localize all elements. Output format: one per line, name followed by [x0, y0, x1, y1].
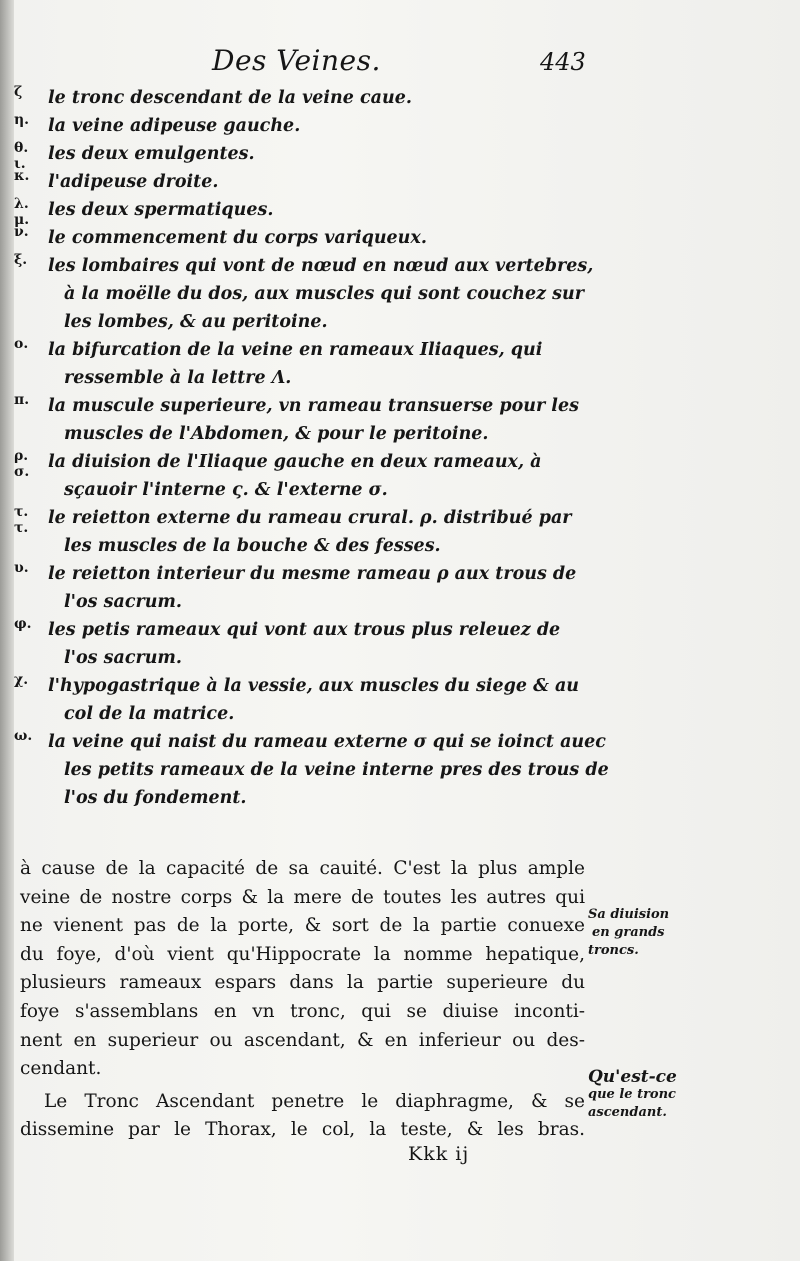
body-line: ne vienent pas de la porte, & sort de la partie conuexe — [20, 915, 585, 937]
legend-marker: κ. — [14, 168, 30, 184]
legend-line: l'os sacrum. — [64, 648, 183, 668]
body-line: plusieurs rameaux espars dans la partie superieure du — [20, 972, 585, 994]
margin-note-division — [588, 906, 698, 960]
catchword-signature: Kkk ij — [408, 1143, 470, 1165]
legend-line: la bifurcation de la veine en rameaux Iliaques, qui — [48, 340, 543, 360]
legend-entry — [14, 448, 597, 504]
legend-entry — [14, 392, 597, 448]
legend-line: les muscles de la bouche & des fesses. — [64, 536, 441, 556]
legend-line: sçauoir l'interne ς. & l'externe σ. — [64, 480, 388, 500]
body-line: dissemine par le Thorax, le col, la teste, & les bras. — [20, 1119, 585, 1141]
legend-entry — [14, 252, 597, 336]
legend-marker: ξ. — [14, 252, 28, 268]
legend-entry — [14, 84, 597, 112]
legend-entry — [14, 196, 597, 228]
margin-note-line: en grands — [592, 925, 665, 940]
legend-line: l'adipeuse droite. — [48, 172, 219, 192]
legend-marker: ν. — [14, 224, 29, 240]
figure-legend — [14, 84, 609, 812]
legend-line: les petits rameaux de la veine interne pres des trous de — [64, 760, 609, 780]
legend-line: les petis rameaux qui vont aux trous plus releuez de — [48, 620, 561, 640]
legend-marker: τ. τ. — [14, 504, 29, 536]
legend-entry — [14, 616, 597, 672]
legend-marker: ο. — [14, 336, 29, 352]
legend-line: à la moëlle du dos, aux muscles qui sont couchez sur — [64, 284, 584, 304]
body-line: foye s'assemblans en vn tronc, qui se diuise inconti- — [20, 1000, 585, 1022]
legend-marker: υ. — [14, 560, 29, 576]
legend-entry — [14, 672, 597, 728]
legend-marker: φ. — [14, 616, 32, 632]
margin-note-line: que le tronc — [588, 1087, 676, 1102]
body-line: veine de nostre corps & la mere de toutes les autres qui — [20, 886, 585, 908]
legend-entry — [14, 728, 609, 812]
legend-entry — [14, 112, 597, 140]
legend-line: les deux spermatiques. — [48, 200, 274, 220]
margin-note-line: Sa diuision — [588, 907, 670, 922]
body-paragraph — [20, 855, 585, 1145]
legend-line: la veine qui naist du rameau externe σ qui se ioinct auec — [48, 732, 606, 752]
legend-marker: ζ — [14, 84, 23, 100]
body-line: Le Tronc Ascendant penetre le diaphragme, & se — [44, 1090, 585, 1112]
page-edge-shadow — [0, 0, 14, 1261]
legend-line: la diuision de l'Iliaque gauche en deux rameaux, à — [48, 452, 542, 472]
legend-line: le reietton interieur du mesme rameau ρ aux trous de — [48, 564, 577, 584]
legend-entry — [14, 336, 597, 392]
legend-marker: λ. μ. — [14, 196, 30, 228]
legend-line: col de la matrice. — [64, 704, 235, 724]
legend-line: la veine adipeuse gauche. — [48, 116, 301, 136]
legend-line: le tronc descendant de la veine caue. — [48, 88, 412, 108]
body-line: nent en superieur ou ascendant, & en inferieur ou des- — [20, 1029, 585, 1051]
legend-entry — [14, 168, 597, 196]
legend-line: l'os du fondement. — [64, 788, 247, 808]
legend-marker: ω. — [14, 728, 33, 744]
legend-line: l'hypogastrique à la vessie, aux muscles du siege & au — [48, 676, 580, 696]
body-line: du foye, d'où vient qu'Hippocrate la nomme hepatique, — [20, 943, 585, 965]
legend-marker: π. — [14, 392, 30, 408]
legend-line: le reietton externe du rameau crural. ρ. distribué par — [48, 508, 572, 528]
legend-line: le commencement du corps variqueux. — [48, 228, 427, 248]
legend-line: ressemble à la lettre Λ. — [64, 368, 292, 388]
legend-line: l'os sacrum. — [64, 592, 183, 612]
legend-marker: χ. — [14, 672, 29, 688]
legend-marker: η. — [14, 112, 30, 128]
legend-entry — [14, 560, 597, 616]
legend-entry — [14, 140, 597, 172]
legend-line: les deux emulgentes. — [48, 144, 255, 164]
legend-line: les lombaires qui vont de nœud en nœud aux vertebres, — [48, 256, 594, 276]
legend-line: les lombes, & au peritoine. — [64, 312, 328, 332]
margin-note-ascendant — [588, 1068, 698, 1122]
margin-note-line: troncs. — [588, 943, 639, 958]
page-number: 443 — [540, 48, 586, 76]
legend-line: la muscule superieure, vn rameau transuerse pour les — [48, 396, 579, 416]
legend-entry — [14, 224, 597, 252]
margin-note-line: Qu'est-ce — [588, 1067, 677, 1087]
running-title: Des Veines. — [212, 44, 381, 77]
legend-marker: θ. ι. — [14, 140, 29, 172]
body-line: cendant. — [20, 1058, 102, 1080]
legend-line: muscles de l'Abdomen, & pour le peritoine. — [64, 424, 489, 444]
margin-note-line: ascendant. — [588, 1105, 667, 1120]
legend-entry — [14, 504, 597, 560]
legend-marker: ρ. σ. — [14, 448, 30, 480]
body-line: à cause de la capacité de sa cauité. C'est la plus ample — [20, 858, 585, 879]
